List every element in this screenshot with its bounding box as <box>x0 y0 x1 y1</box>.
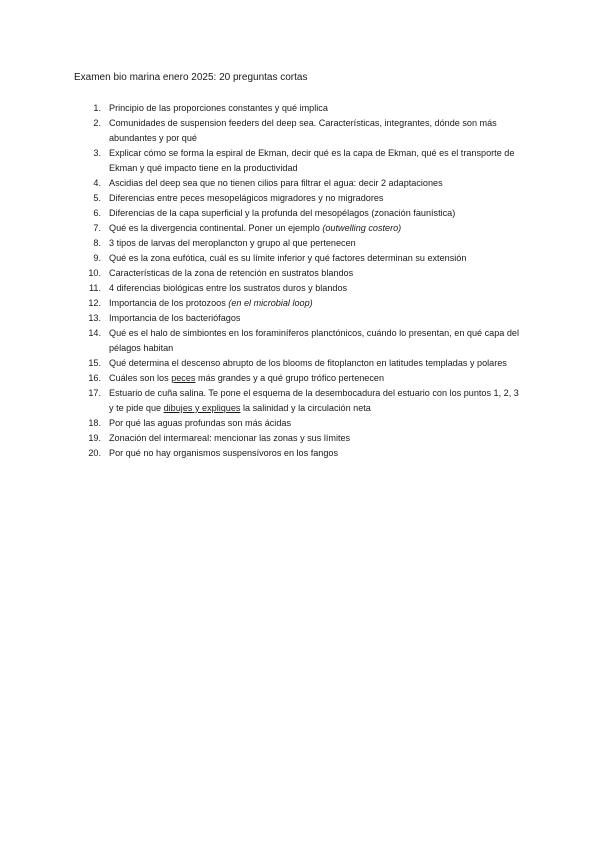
question-item <box>74 101 524 116</box>
question-number: 18. <box>88 418 101 428</box>
question-text <box>109 101 524 116</box>
question-text-segment: 4 diferencias biológicas entre los sustratos duros y blandos <box>109 283 348 293</box>
question-text-segment: la salinidad y la circulación neta <box>240 403 371 413</box>
question-item <box>74 146 524 176</box>
question-item <box>74 176 524 191</box>
question-text-segment: Zonación del intermareal: mencionar las zonas y sus límites <box>109 433 351 443</box>
question-text <box>109 431 524 446</box>
question-item <box>74 311 524 326</box>
question-text-segment: Características de la zona de retención en sustratos blandos <box>109 268 354 278</box>
question-text-segment: Importancia de los protozoos <box>109 298 229 308</box>
question-item <box>74 296 524 311</box>
question-number: 19. <box>88 433 101 443</box>
question-item <box>74 386 524 416</box>
question-text <box>109 446 524 461</box>
question-text <box>109 416 524 431</box>
question-text <box>109 221 524 236</box>
question-text <box>109 371 524 386</box>
question-item <box>74 326 524 356</box>
question-number: 11. <box>89 283 101 293</box>
question-text-segment: Qué es la zona eufótica, cuál es su límite inferior y qué factores determinan su extensión <box>109 253 467 263</box>
question-text-segment: Por qué no hay organismos suspensívoros en los fangos <box>109 448 338 458</box>
question-text-segment: Por qué las aguas profundas son más ácidas <box>109 418 291 428</box>
question-list <box>74 101 524 461</box>
question-number: 4. <box>93 178 101 188</box>
question-item <box>74 371 524 386</box>
question-item <box>74 236 524 251</box>
question-text-segment: 3 tipos de larvas del meroplancton y grupo al que pertenecen <box>109 238 356 248</box>
question-item <box>74 356 524 371</box>
question-item <box>74 116 524 146</box>
question-text <box>109 176 524 191</box>
question-item <box>74 191 524 206</box>
question-text <box>109 266 524 281</box>
question-number: 7. <box>93 223 101 233</box>
question-number: 15. <box>88 358 101 368</box>
question-text <box>109 386 524 416</box>
question-text <box>109 251 524 266</box>
question-item <box>74 221 524 236</box>
question-text-segment: Cuáles son los <box>109 373 172 383</box>
question-number: 9. <box>93 253 101 263</box>
question-text-segment: Qué es la divergencia continental. Poner un ejemplo <box>109 223 323 233</box>
question-item <box>74 281 524 296</box>
question-text <box>109 326 524 356</box>
question-number: 17. <box>88 388 101 398</box>
question-number: 8. <box>93 238 101 248</box>
question-text-italic: (outwelling costero) <box>322 223 402 233</box>
question-text <box>109 116 524 146</box>
question-number: 14. <box>88 328 101 338</box>
question-text-segment: Qué determina el descenso abrupto de los blooms de fitoplancton en latitudes templadas y polares <box>109 358 507 368</box>
question-text <box>109 206 524 221</box>
question-text-segment: Explicar cómo se forma la espiral de Ekman, decir qué es la capa de Ekman, qué es el transporte de Ekman y qué impacto tiene en la productividad <box>109 148 515 173</box>
question-text-segment: Importancia de los bacteriófagos <box>109 313 241 323</box>
question-item <box>74 416 524 431</box>
question-number: 2. <box>93 118 101 128</box>
question-item <box>74 431 524 446</box>
question-text <box>109 236 524 251</box>
question-text-segment: Ascidias del deep sea que no tienen cilios para filtrar el agua: decir 2 adaptaciones <box>109 178 443 188</box>
question-text <box>109 191 524 206</box>
question-item <box>74 206 524 221</box>
question-number: 6. <box>93 208 101 218</box>
question-text <box>109 281 524 296</box>
question-text-segment: Estuario de cuña salina. Te pone el esquema de la desembocadura del estuario con los puntos 1, 2, 3 y te pide que <box>109 388 519 413</box>
question-item <box>74 446 524 461</box>
question-number: 13. <box>88 313 101 323</box>
question-item <box>74 251 524 266</box>
question-number: 12. <box>88 298 101 308</box>
question-number: 16. <box>88 373 101 383</box>
question-text-underlined: peces <box>171 373 196 383</box>
question-text-segment: Comunidades de suspension feeders del deep sea. Características, integrantes, dónde son más abundantes y por qué <box>109 118 497 143</box>
question-item <box>74 266 524 281</box>
question-text-segment: Principio de las proporciones constantes y qué implica <box>109 103 328 113</box>
question-text-segment: más grandes y a qué grupo trófico pertenecen <box>195 373 385 383</box>
question-text <box>109 356 524 371</box>
document-title: Examen bio marina enero 2025: 20 preguntas cortas <box>74 72 308 83</box>
question-text <box>109 146 524 176</box>
question-number: 5. <box>93 193 101 203</box>
question-number: 1. <box>93 103 101 113</box>
question-text-segment: Diferencias entre peces mesopelágicos migradores y no migradores <box>109 193 384 203</box>
question-text <box>109 311 524 326</box>
question-text <box>109 296 524 311</box>
question-text-underlined: dibujes y expliques <box>163 403 241 413</box>
question-text-segment: Diferencias de la capa superficial y la profunda del mesopélagos (zonación faunística) <box>109 208 456 218</box>
question-text-italic: (en el microbial loop) <box>228 298 313 308</box>
question-number: 3. <box>93 148 101 158</box>
question-text-segment: Qué es el halo de simbiontes en los foraminíferos planctónicos, cuándo lo presentan, en qué capa del pélagos habitan <box>109 328 519 353</box>
question-number: 20. <box>88 448 101 458</box>
question-number: 10. <box>88 268 101 278</box>
